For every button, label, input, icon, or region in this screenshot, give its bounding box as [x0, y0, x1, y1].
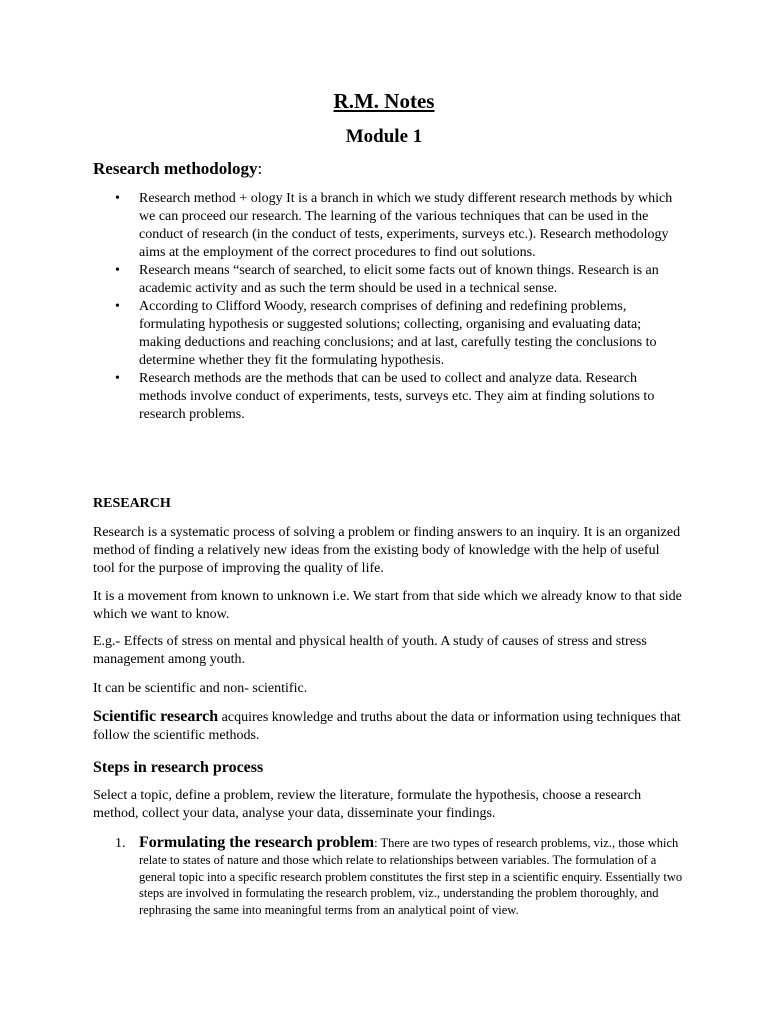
step-item — [93, 833, 683, 919]
methodology-bullet-list — [93, 190, 683, 424]
bullet-item — [93, 370, 683, 424]
scientific-research-paragraph — [93, 708, 683, 745]
bullet-text: Research means “search of searched, to elicit some facts out of known things. Research is an academic activity and as such the term should be used in a technical sense. — [139, 263, 659, 296]
bullet-item — [93, 298, 683, 370]
steps-section-heading: Steps in research process — [93, 759, 264, 776]
step-title: Formulating the research problem — [139, 834, 375, 851]
step-number: 1. — [115, 836, 126, 851]
bullet-icon: • — [115, 371, 120, 386]
page-title: R.M. Notes — [333, 89, 435, 113]
heading-colon: : — [257, 159, 263, 178]
module-heading: Module 1 — [345, 126, 423, 147]
bullet-text: According to Clifford Woody, research comprises of defining and redefining problems, formulating hypothesis or suggested solutions; collecting, organising and evaluating data; making deductions and reaching conclusions; and at last, carefully testing the conclusions to determine whether they fit the formulating hypothesis. — [139, 299, 657, 368]
scientific-nonscientific-paragraph: It can be scientific and non- scientific. — [93, 681, 308, 696]
bullet-icon: • — [115, 263, 120, 278]
research-section-heading: RESEARCH — [93, 496, 171, 511]
steps-summary-paragraph: Select a topic, define a problem, review the literature, formulate the hypothesis, choose a research method, collect your data, analyse your data, disseminate your findings. — [93, 788, 642, 821]
scientific-research-term: Scientific research — [93, 708, 219, 725]
bullet-item — [93, 262, 683, 298]
bullet-icon: • — [115, 191, 120, 206]
bullet-text: Research methods are the methods that can be used to collect and analyze data. Research methods involve conduct of experiments, tests, surveys etc. They aim at finding solutions to research problems. — [139, 371, 655, 422]
example-paragraph: E.g.- Effects of stress on mental and physical health of youth. A study of causes of stress and stress management among youth. — [93, 634, 647, 667]
bullet-icon: • — [115, 299, 120, 314]
research-methodology-heading — [93, 158, 262, 180]
scientific-research-text: acquires knowledge and truths about the data or information using techniques that follow the scientific methods. — [93, 710, 681, 743]
research-definition-paragraph: Research is a systematic process of solving a problem or finding answers to an inquiry. It is an organized method of finding a relatively new ideas from the existing body of knowledge with the help of useful tool for the purpose of improving the quality of life. — [93, 525, 681, 576]
bullet-text: Research method + ology It is a branch in which we study different research methods by which we can proceed our research. The learning of the various techniques that can be used in the conduct of research (in the conduct of tests, experiments, surveys etc.). Research methodology aims at the employment of the correct procedures to find out solutions. — [139, 191, 673, 260]
steps-list — [93, 833, 683, 919]
bullet-item — [93, 190, 683, 262]
known-to-unknown-paragraph: It is a movement from known to unknown i.e. We start from that side which we already know to that side which we want to know. — [93, 589, 682, 622]
step-description: : There are two types of research problems, viz., those which relate to states of nature and those which relate to relationships between variables. The formulation of a general topic into a specific research problem constitutes the first step in a scientific enquiry. Essentially two steps are involved in formulating the research problem, viz., understanding the problem thoroughly, and rephrasing the same into meaningful terms from an analytical point of view. — [139, 836, 683, 918]
research-methodology-heading-text: Research methodology — [93, 159, 258, 178]
